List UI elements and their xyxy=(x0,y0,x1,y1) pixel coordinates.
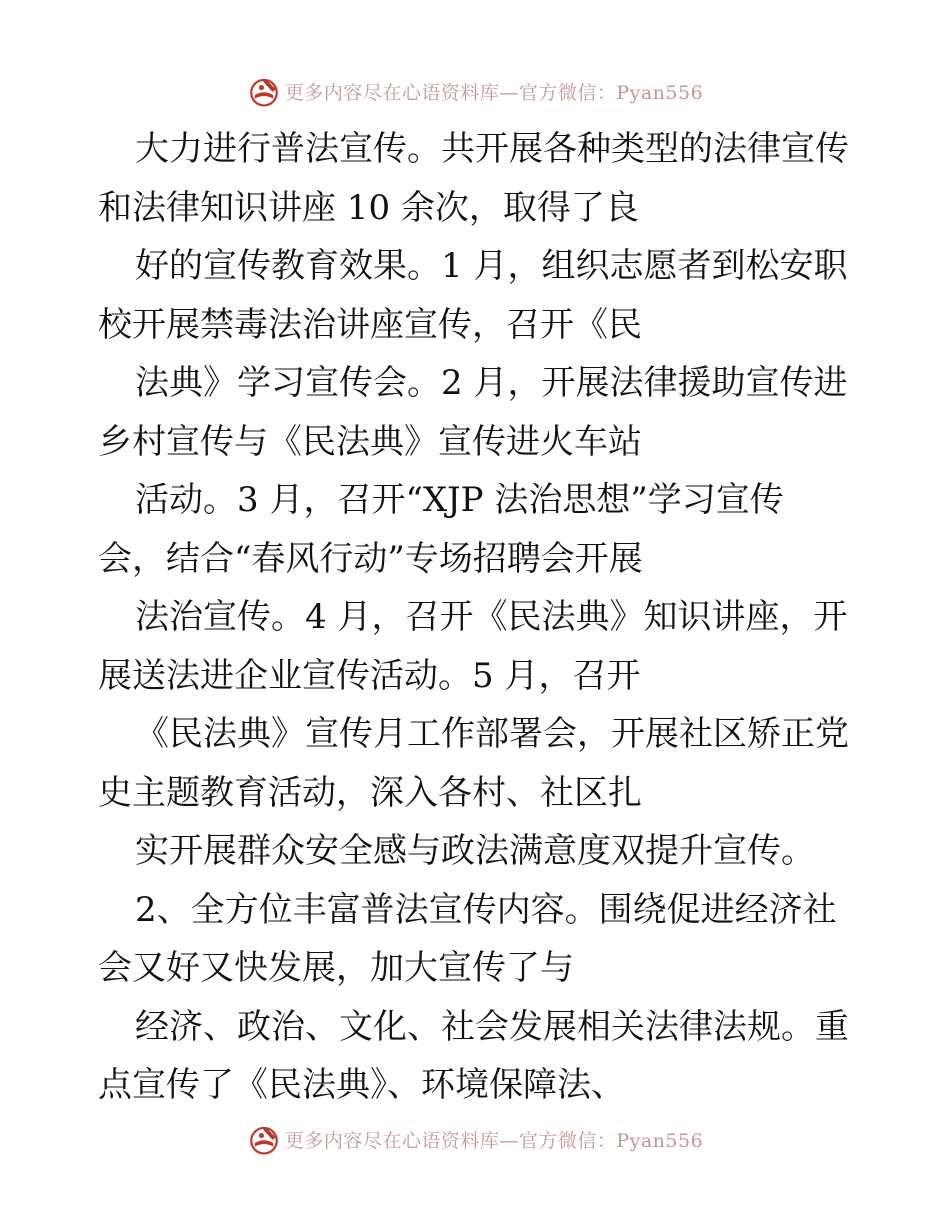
text-line: 展送法进企业宣传活动。5 月，召开 xyxy=(98,655,641,696)
text-line: 经济、政治、文化、社会发展相关法律法规。重 xyxy=(135,1006,849,1047)
text-line: 法治宣传。4 月，召开《民法典》知识讲座，开 xyxy=(135,597,848,637)
text-line: 会，结合“春风行动”专场招聘会开展 xyxy=(98,538,643,579)
text-line: 法典》学习宣传会。2 月，开展法律援助宣传进 xyxy=(135,363,848,403)
text-line: 和法律知识讲座 10 余次，取得了良 xyxy=(98,187,639,228)
watermark-text: 更多内容尽在心语资料库—官方微信：Pyan556 xyxy=(284,1129,704,1152)
watermark-text: 更多内容尽在心语资料库—官方微信：Pyan556 xyxy=(284,81,704,104)
text-line: 好的宣传教育效果。1 月，组织志愿者到松安职 xyxy=(135,246,848,286)
header-watermark xyxy=(0,74,950,108)
text-line: 校开展禁毒法治讲座宣传，召开《民 xyxy=(98,304,642,345)
text-line: 活动。3 月，召开“XJP 法治思想”学习宣传 xyxy=(135,480,784,520)
text-line: 2、全方位丰富普法宣传内容。围绕促进经济社 xyxy=(135,889,837,930)
text-line: 会又好又快发展，加大宣传了与 xyxy=(98,948,574,988)
text-line: 乡村宣传与《民法典》宣传进火车站 xyxy=(98,421,642,462)
body-text xyxy=(98,120,858,1115)
text-line: 《民法典》宣传月工作部署会，开展社区矫正党 xyxy=(135,714,849,754)
book-pen-logo-icon xyxy=(247,1122,281,1156)
book-pen-logo-icon xyxy=(247,74,281,108)
text-line: 点宣传了《民法典》、环境保障法、 xyxy=(98,1065,625,1105)
text-line: 大力进行普法宣传。共开展各种类型的法律宣传 xyxy=(135,129,849,169)
text-line: 史主题教育活动，深入各村、社区扎 xyxy=(98,772,642,813)
footer-watermark xyxy=(0,1122,950,1156)
text-line: 实开展群众安全感与政法满意度双提升宣传。 xyxy=(135,831,815,871)
